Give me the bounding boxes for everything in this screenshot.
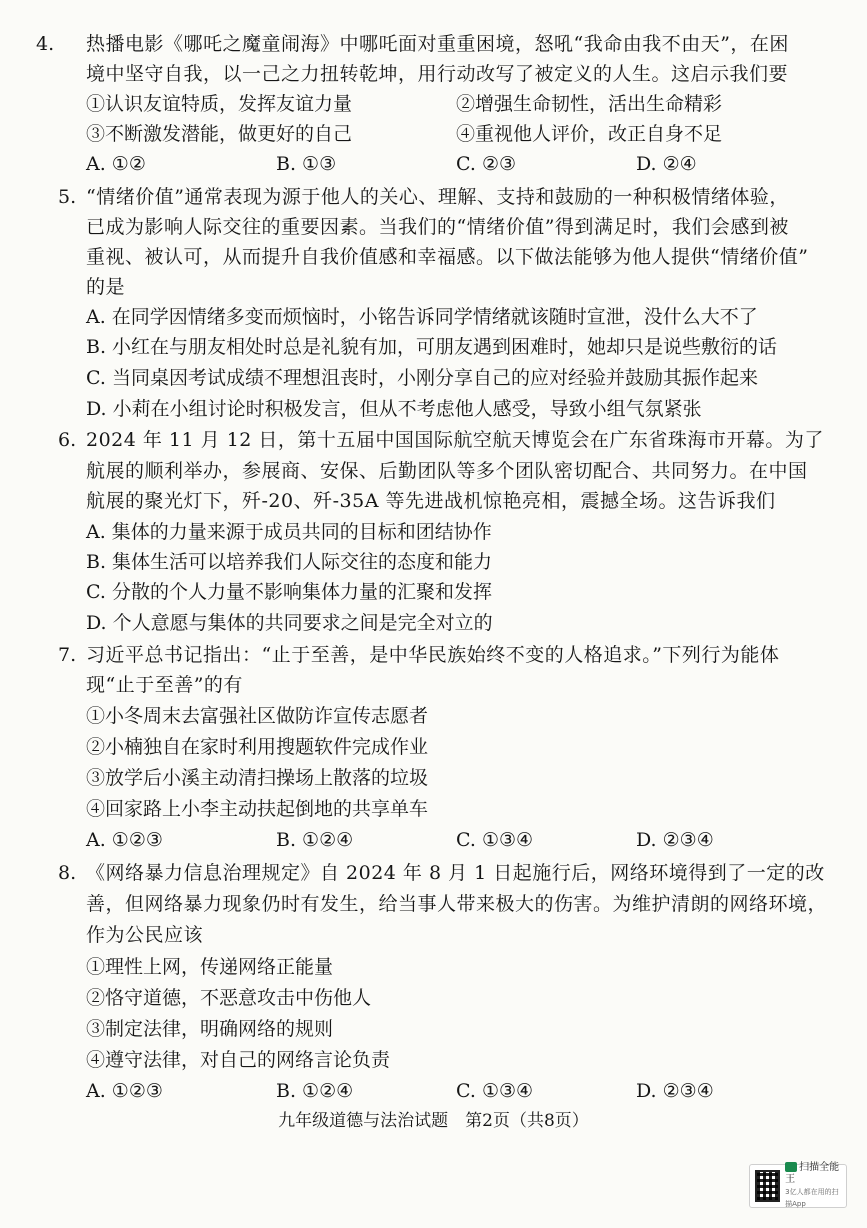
question-text: 已成为影响人际交往的重要因素。当我们的“情绪价值”得到满足时，我们会感到被 bbox=[86, 216, 789, 238]
statement: ②增强生命韧性，活出生命精彩 bbox=[456, 93, 723, 115]
statement: ③制定法律，明确网络的规则 bbox=[86, 1018, 334, 1040]
answer-option: D. 小莉在小组讨论时积极发言，但从不考虑他人感受，导致小组气氛紧张 bbox=[86, 398, 702, 420]
answer-option: B. ①③ bbox=[276, 153, 337, 175]
statement: ④重视他人评价，改正自身不足 bbox=[456, 123, 723, 145]
answer-option: D. ②④ bbox=[636, 153, 697, 175]
question-text: 热播电影《哪吒之魔童闹海》中哪吒面对重重困境，怒吼“我命由我不由天”，在困 bbox=[86, 33, 789, 55]
answer-option: C. 分散的个人力量不影响集体力量的汇聚和发挥 bbox=[86, 581, 492, 603]
question-text: 航展的顺利举办，参展商、安保、后勤团队等多个团队密切配合、共同努力。在中国 bbox=[86, 460, 808, 482]
answer-option: B. ①②④ bbox=[276, 1080, 354, 1102]
answer-option: D. ②③④ bbox=[636, 829, 714, 851]
statement: ①理性上网，传递网络正能量 bbox=[86, 956, 334, 978]
answer-option: D. 个人意愿与集体的共同要求之间是完全对立的 bbox=[86, 612, 493, 634]
answer-option: B. 小红在与朋友相处时总是礼貌有加，可朋友遇到困难时，她却只是说些敷衍的话 bbox=[86, 336, 778, 358]
question-number: 5. bbox=[58, 186, 77, 208]
question-text: “情绪价值”通常表现为源于他人的关心、理解、支持和鼓励的一种积极情绪体验， bbox=[86, 186, 789, 208]
question-text: 作为公民应该 bbox=[86, 924, 204, 946]
answer-option: A. ①②③ bbox=[86, 829, 163, 851]
question-text: 《网络暴力信息治理规定》自 2024 年 8 月 1 日起施行后，网络环境得到了一定的改 bbox=[86, 862, 825, 884]
question-number: 8. bbox=[58, 862, 77, 884]
statement: ①认识友谊特质，发挥友谊力量 bbox=[86, 93, 353, 115]
scanner-watermark bbox=[749, 1164, 847, 1208]
question-text: 2024 年 11 月 12 日，第十五届中国国际航空航天博览会在广东省珠海市开幕。为了 bbox=[86, 429, 824, 451]
answer-option: C. ①③④ bbox=[456, 1080, 534, 1102]
statement: ①小冬周末去富强社区做防诈宣传志愿者 bbox=[86, 705, 429, 727]
answer-option: C. ②③ bbox=[456, 153, 517, 175]
answer-option: A. 在同学因情绪多变而烦恼时，小铭告诉同学情绪就该随时宣泄，没什么大不了 bbox=[86, 306, 758, 328]
question-text: 习近平总书记指出：“止于至善，是中华民族始终不变的人格追求。”下列行为能体 bbox=[86, 644, 780, 666]
answer-option: B. ①②④ bbox=[276, 829, 354, 851]
answer-option: A. ①②③ bbox=[86, 1080, 163, 1102]
question-text: 重视、被认可，从而提升自我价值感和幸福感。以下做法能够为他人提供“情绪价值” bbox=[86, 246, 809, 268]
answer-option: B. 集体生活可以培养我们人际交往的态度和能力 bbox=[86, 551, 493, 573]
question-text: 境中坚守自我，以一己之力扭转乾坤，用行动改写了被定义的人生。这启示我们要 bbox=[86, 63, 789, 85]
question-text: 的是 bbox=[86, 276, 126, 298]
qr-code-icon bbox=[755, 1170, 780, 1202]
statement: ④遵守法律，对自己的网络言论负责 bbox=[86, 1049, 391, 1071]
statement: ③不断激发潜能，做更好的自己 bbox=[86, 123, 353, 145]
question-text: 航展的聚光灯下，歼-20、歼-35A 等先进战机惊艳亮相，震撼全场。这告诉我们 bbox=[86, 490, 776, 512]
question-text: 现“止于至善”的有 bbox=[86, 674, 243, 696]
scanner-brand-name: 扫描全能王 bbox=[785, 1162, 840, 1185]
question-number: 4. bbox=[36, 33, 55, 55]
answer-option: C. ①③④ bbox=[456, 829, 534, 851]
answer-option: C. 当同桌因考试成绩不理想沮丧时，小刚分享自己的应对经验并鼓励其振作起来 bbox=[86, 367, 758, 389]
scanner-tagline: 3亿人都在用的扫描App bbox=[785, 1188, 839, 1208]
statement: ③放学后小溪主动清扫操场上散落的垃圾 bbox=[86, 767, 429, 789]
answer-option: D. ②③④ bbox=[636, 1080, 714, 1102]
scanner-logo-icon bbox=[785, 1162, 797, 1172]
scanner-brand bbox=[785, 1162, 841, 1210]
statement: ④回家路上小李主动扶起倒地的共享单车 bbox=[86, 798, 429, 820]
question-number: 7. bbox=[58, 644, 77, 666]
statement: ②恪守道德，不恶意攻击中伤他人 bbox=[86, 987, 372, 1009]
statement: ②小楠独自在家时利用搜题软件完成作业 bbox=[86, 736, 429, 758]
question-text: 善，但网络暴力现象仍时有发生，给当事人带来极大的伤害。为维护清朗的网络环境， bbox=[86, 893, 828, 915]
answer-option: A. 集体的力量来源于成员共同的目标和团结协作 bbox=[86, 521, 492, 543]
page-footer: 九年级道德与法治试题 第2页（共8页） bbox=[278, 1111, 589, 1131]
question-number: 6. bbox=[58, 429, 77, 451]
answer-option: A. ①② bbox=[86, 153, 146, 175]
